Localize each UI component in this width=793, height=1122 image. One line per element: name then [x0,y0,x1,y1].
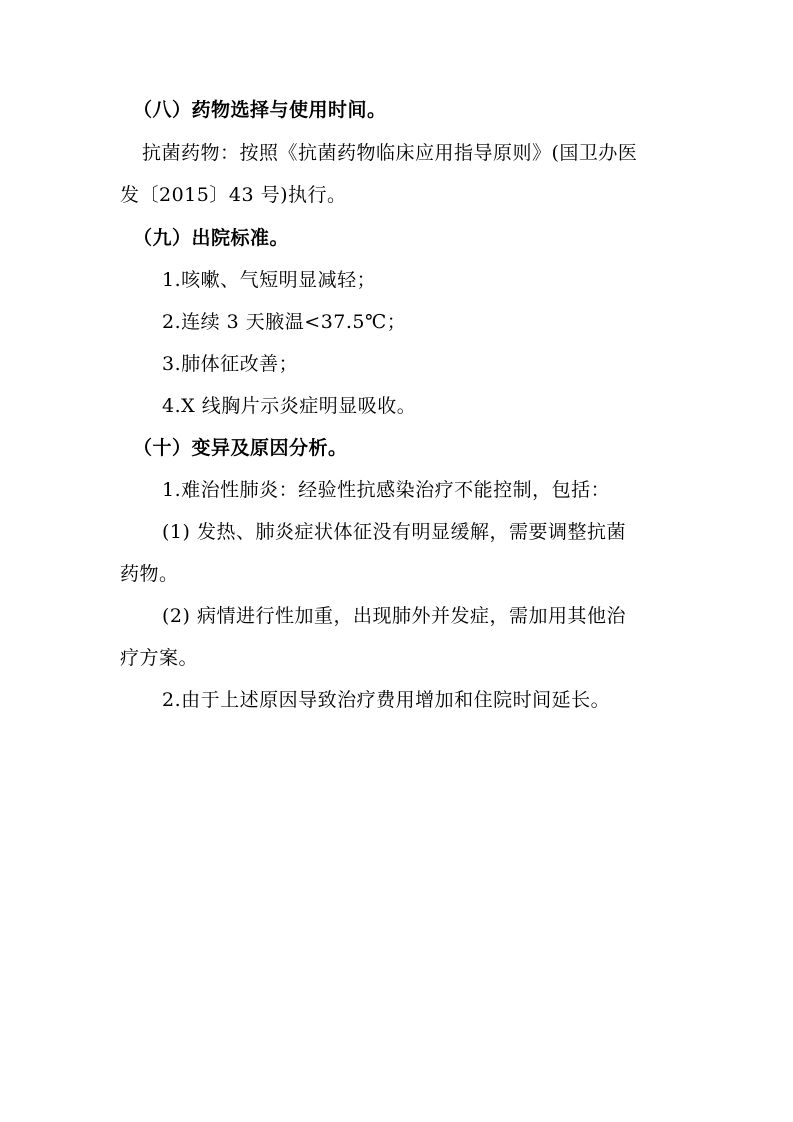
section-8-heading: （八）药物选择与使用时间。 [133,99,387,121]
variation-item-1: 1.难治性肺炎：经验性抗感染治疗不能控制，包括： [162,479,611,501]
variation-item-2: 2.由于上述原因导致治疗费用增加和住院时间延长。 [162,689,611,711]
discharge-criterion-4: 4.X 线胸片示炎症明显吸收。 [162,395,417,417]
discharge-criterion-1: 1.咳嗽、气短明显减轻； [162,269,377,291]
section-10-heading: （十）变异及原因分析。 [133,437,348,459]
variation-sub-item-2-line-1: (2) 病情进行性加重，出现肺外并发症，需加用其他治 [162,605,626,627]
variation-sub-item-2-line-2: 疗方案。 [120,647,199,669]
section-9-heading: （九）出院标准。 [133,227,290,249]
variation-sub-item-1-line-2: 药物。 [120,563,179,585]
variation-sub-item-1-line-1: (1) 发热、肺炎症状体征没有明显缓解，需要调整抗菌 [162,521,626,543]
discharge-criterion-2: 2.连续 3 天腋温<37.5℃； [162,311,407,333]
discharge-criterion-3: 3.肺体征改善； [162,353,299,375]
section-8-paragraph-line-2: 发〔2015〕43 号)执行。 [120,184,347,206]
section-8-paragraph-line-1: 抗菌药物：按照《抗菌药物临床应用指导原则》(国卫办医 [142,142,638,164]
